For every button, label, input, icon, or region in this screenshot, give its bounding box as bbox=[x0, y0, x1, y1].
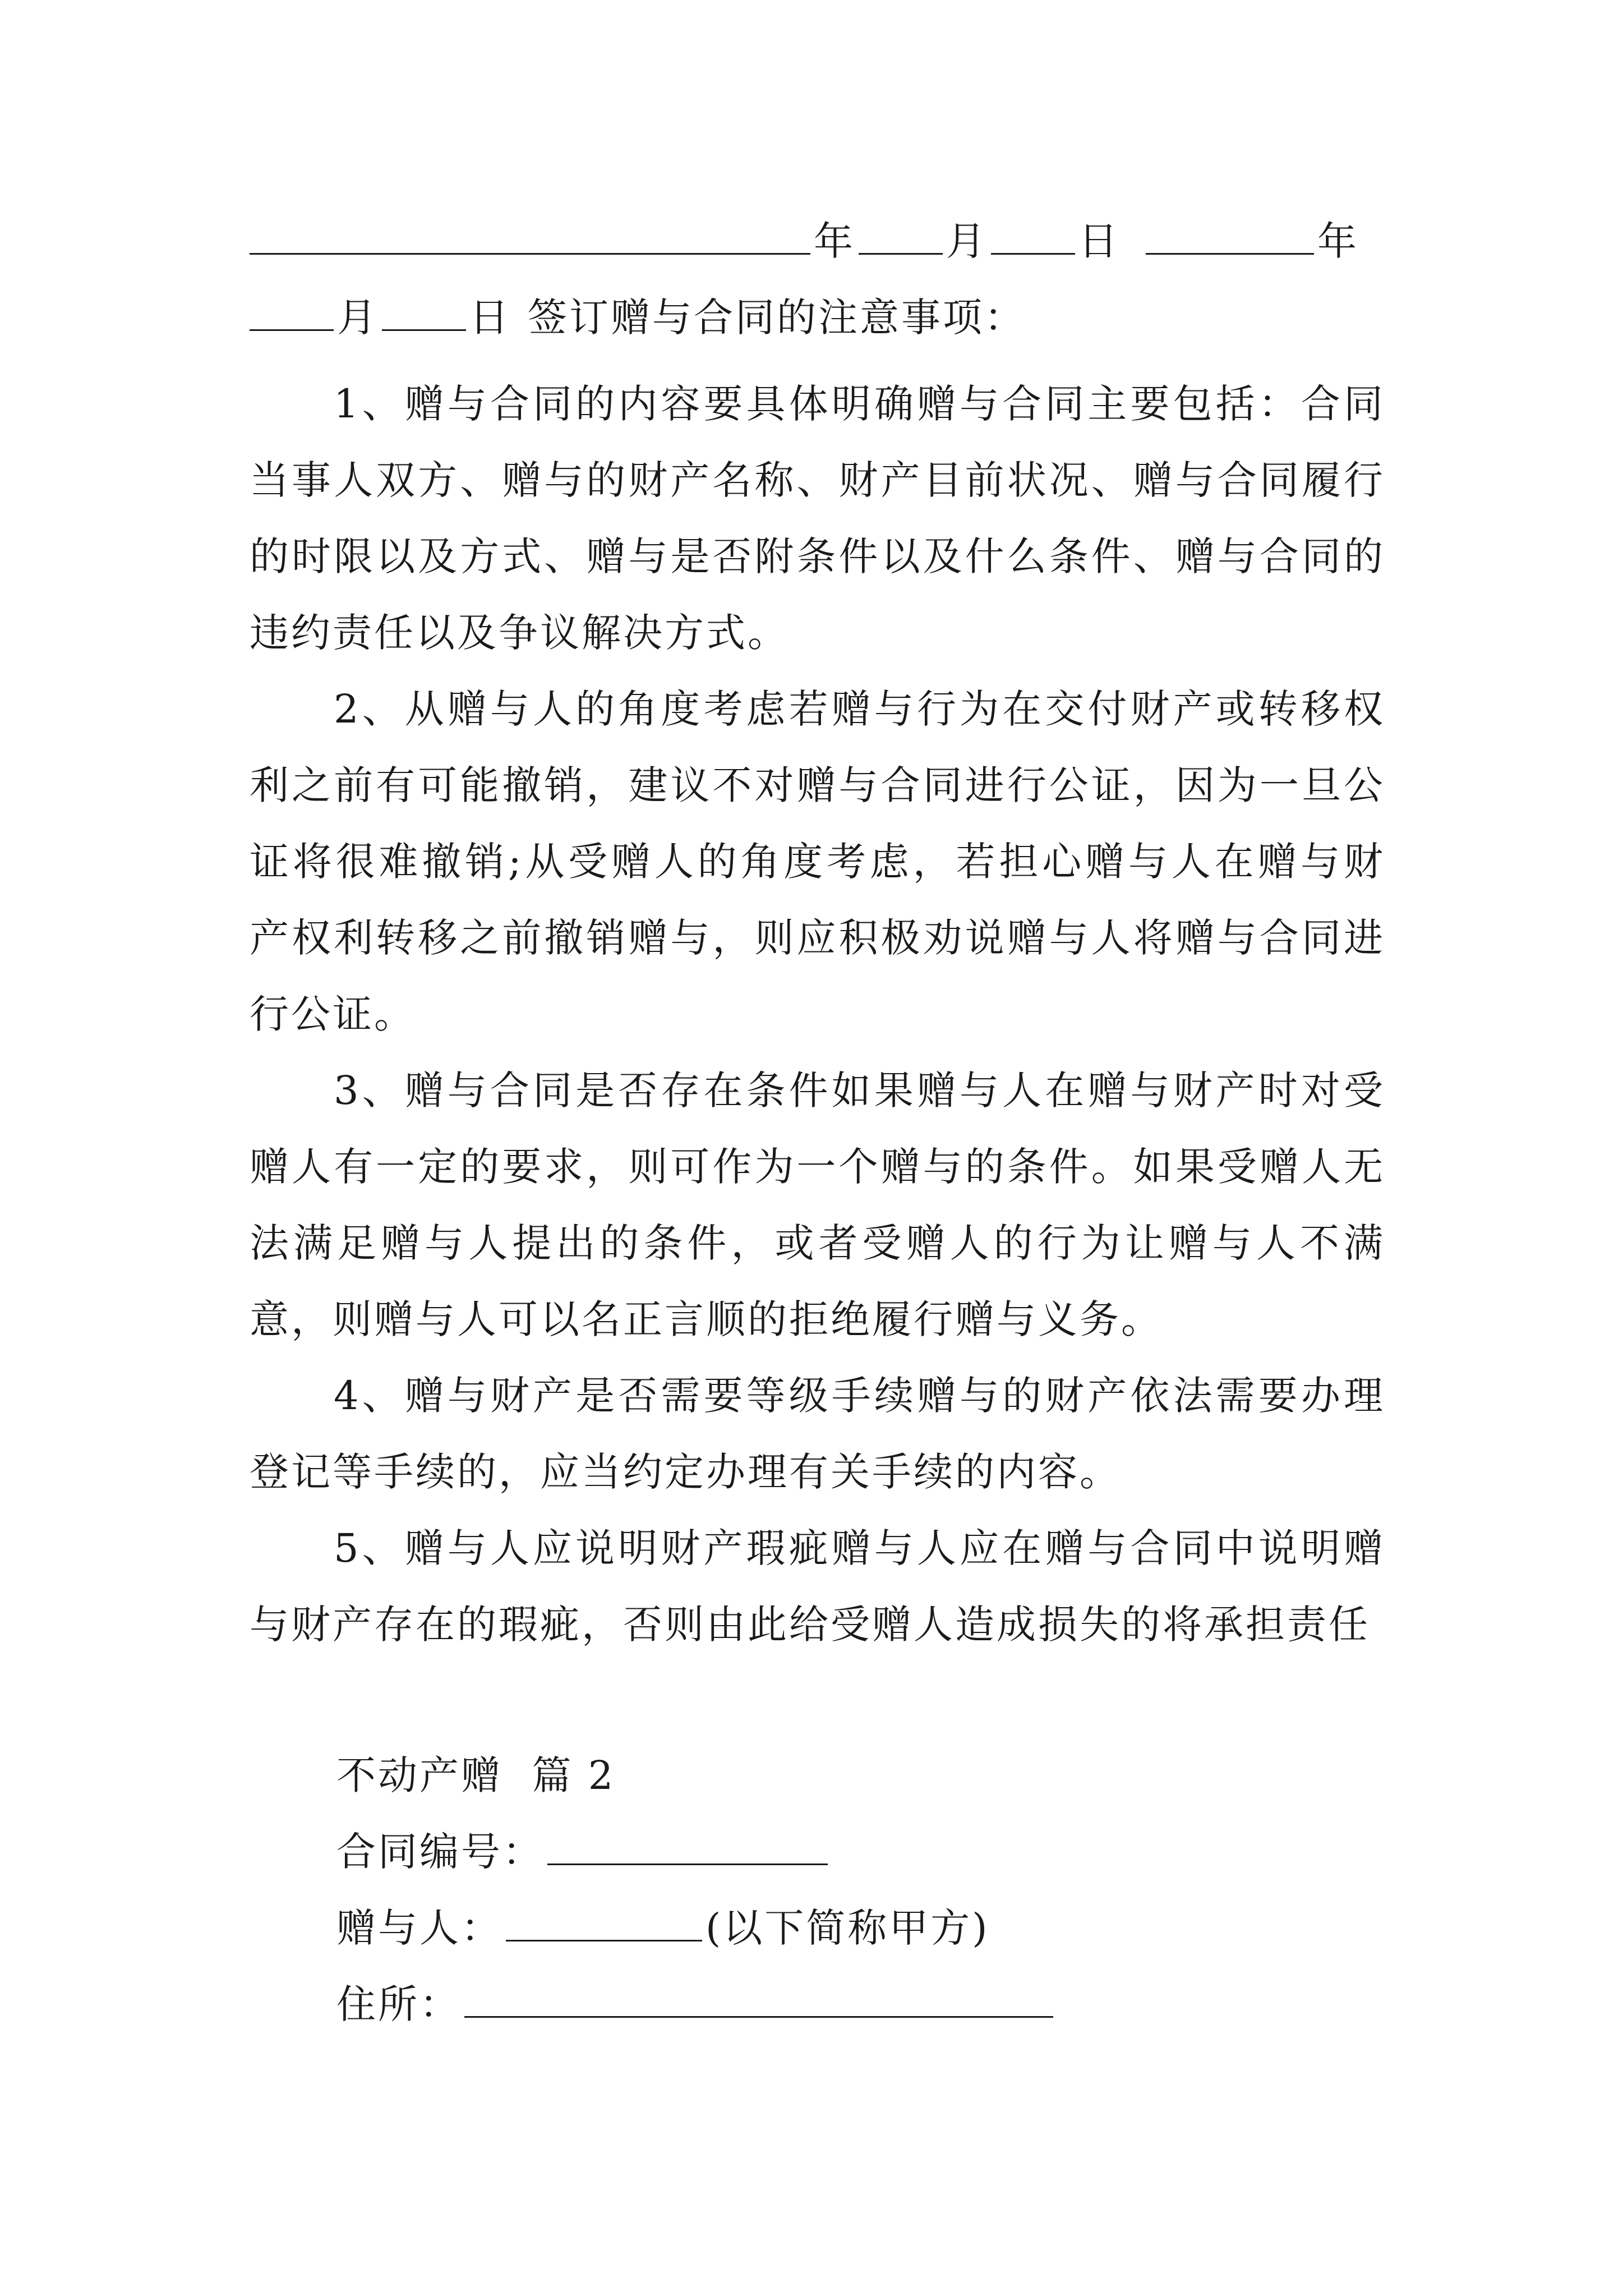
day-label-2: 日 bbox=[469, 295, 511, 341]
item-3: 3、赠与合同是否存在条件如果赠与人在赠与财产时对受赠人有一定的要求，则可作为一个赠与的条件。如果受赠人无法满足赠与人提出的条件，或者受赠人的行为让赠与人不满意，则赠与人可以名正言顺的拒绝履行赠与义务。 bbox=[250, 1068, 1385, 1342]
item-1: 1、赠与合同的内容要具体明确赠与合同主要包括：合同当事人双方、赠与的财产名称、财产目前状况、赠与合同履行的时限以及方式、赠与是否附条件以及什么条件、赠与合同的违约责任以及争议解决方式。 bbox=[250, 381, 1385, 656]
blank-month bbox=[859, 214, 943, 255]
blank-year-2 bbox=[1146, 214, 1314, 255]
contract-number-field[interactable] bbox=[547, 1824, 828, 1865]
blank-day-2 bbox=[382, 290, 466, 331]
donor-field[interactable] bbox=[506, 1901, 702, 1941]
item-5: 5、赠与人应说明财产瑕疵赠与人应在赠与合同中说明赠与财产存在的瑕疵，否则由此给受赠人造成损失的将承担责任 bbox=[250, 1525, 1385, 1648]
contract-number-label: 合同编号： bbox=[336, 1829, 544, 1875]
year-label-2: 年 bbox=[1317, 218, 1359, 264]
item-2: 2、从赠与人的角度考虑若赠与行为在交付财产或转移权利之前有可能撤销，建议不对赠与合同进行公证，因为一旦公证将很难撤销;从受赠人的角度考虑，若担心赠与人在赠与财产权利转移之前撤销赠与，则应积极劝说赠与人将赠与合同进行公证。 bbox=[250, 686, 1385, 1037]
month-label: 月 bbox=[946, 218, 988, 264]
address-label: 住所： bbox=[336, 1981, 461, 2027]
address-field[interactable] bbox=[464, 1977, 1053, 2018]
year-label: 年 bbox=[814, 218, 855, 264]
month-label-2: 月 bbox=[337, 295, 379, 341]
date-line-1 bbox=[250, 213, 1359, 269]
blank-party bbox=[250, 214, 810, 255]
item-4: 4、赠与财产是否需要等级手续赠与的财产依法需要办理登记等手续的，应当约定办理有关手续的内容。 bbox=[250, 1373, 1385, 1495]
day-label: 日 bbox=[1078, 218, 1120, 264]
notes-title: 签订赠与合同的注意事项： bbox=[528, 295, 1026, 341]
contract-number-row bbox=[336, 1824, 831, 1880]
blank-month-2 bbox=[250, 290, 334, 331]
donor-label: 赠与人： bbox=[336, 1905, 502, 1951]
address-row bbox=[336, 1976, 1057, 2032]
donor-suffix: (以下简称甲方) bbox=[706, 1905, 990, 1951]
section-2-title: 不动产赠 篇 2 bbox=[336, 1752, 616, 1798]
blank-day bbox=[991, 214, 1075, 255]
donor-row bbox=[336, 1900, 990, 1956]
date-line-2 bbox=[250, 289, 1026, 346]
